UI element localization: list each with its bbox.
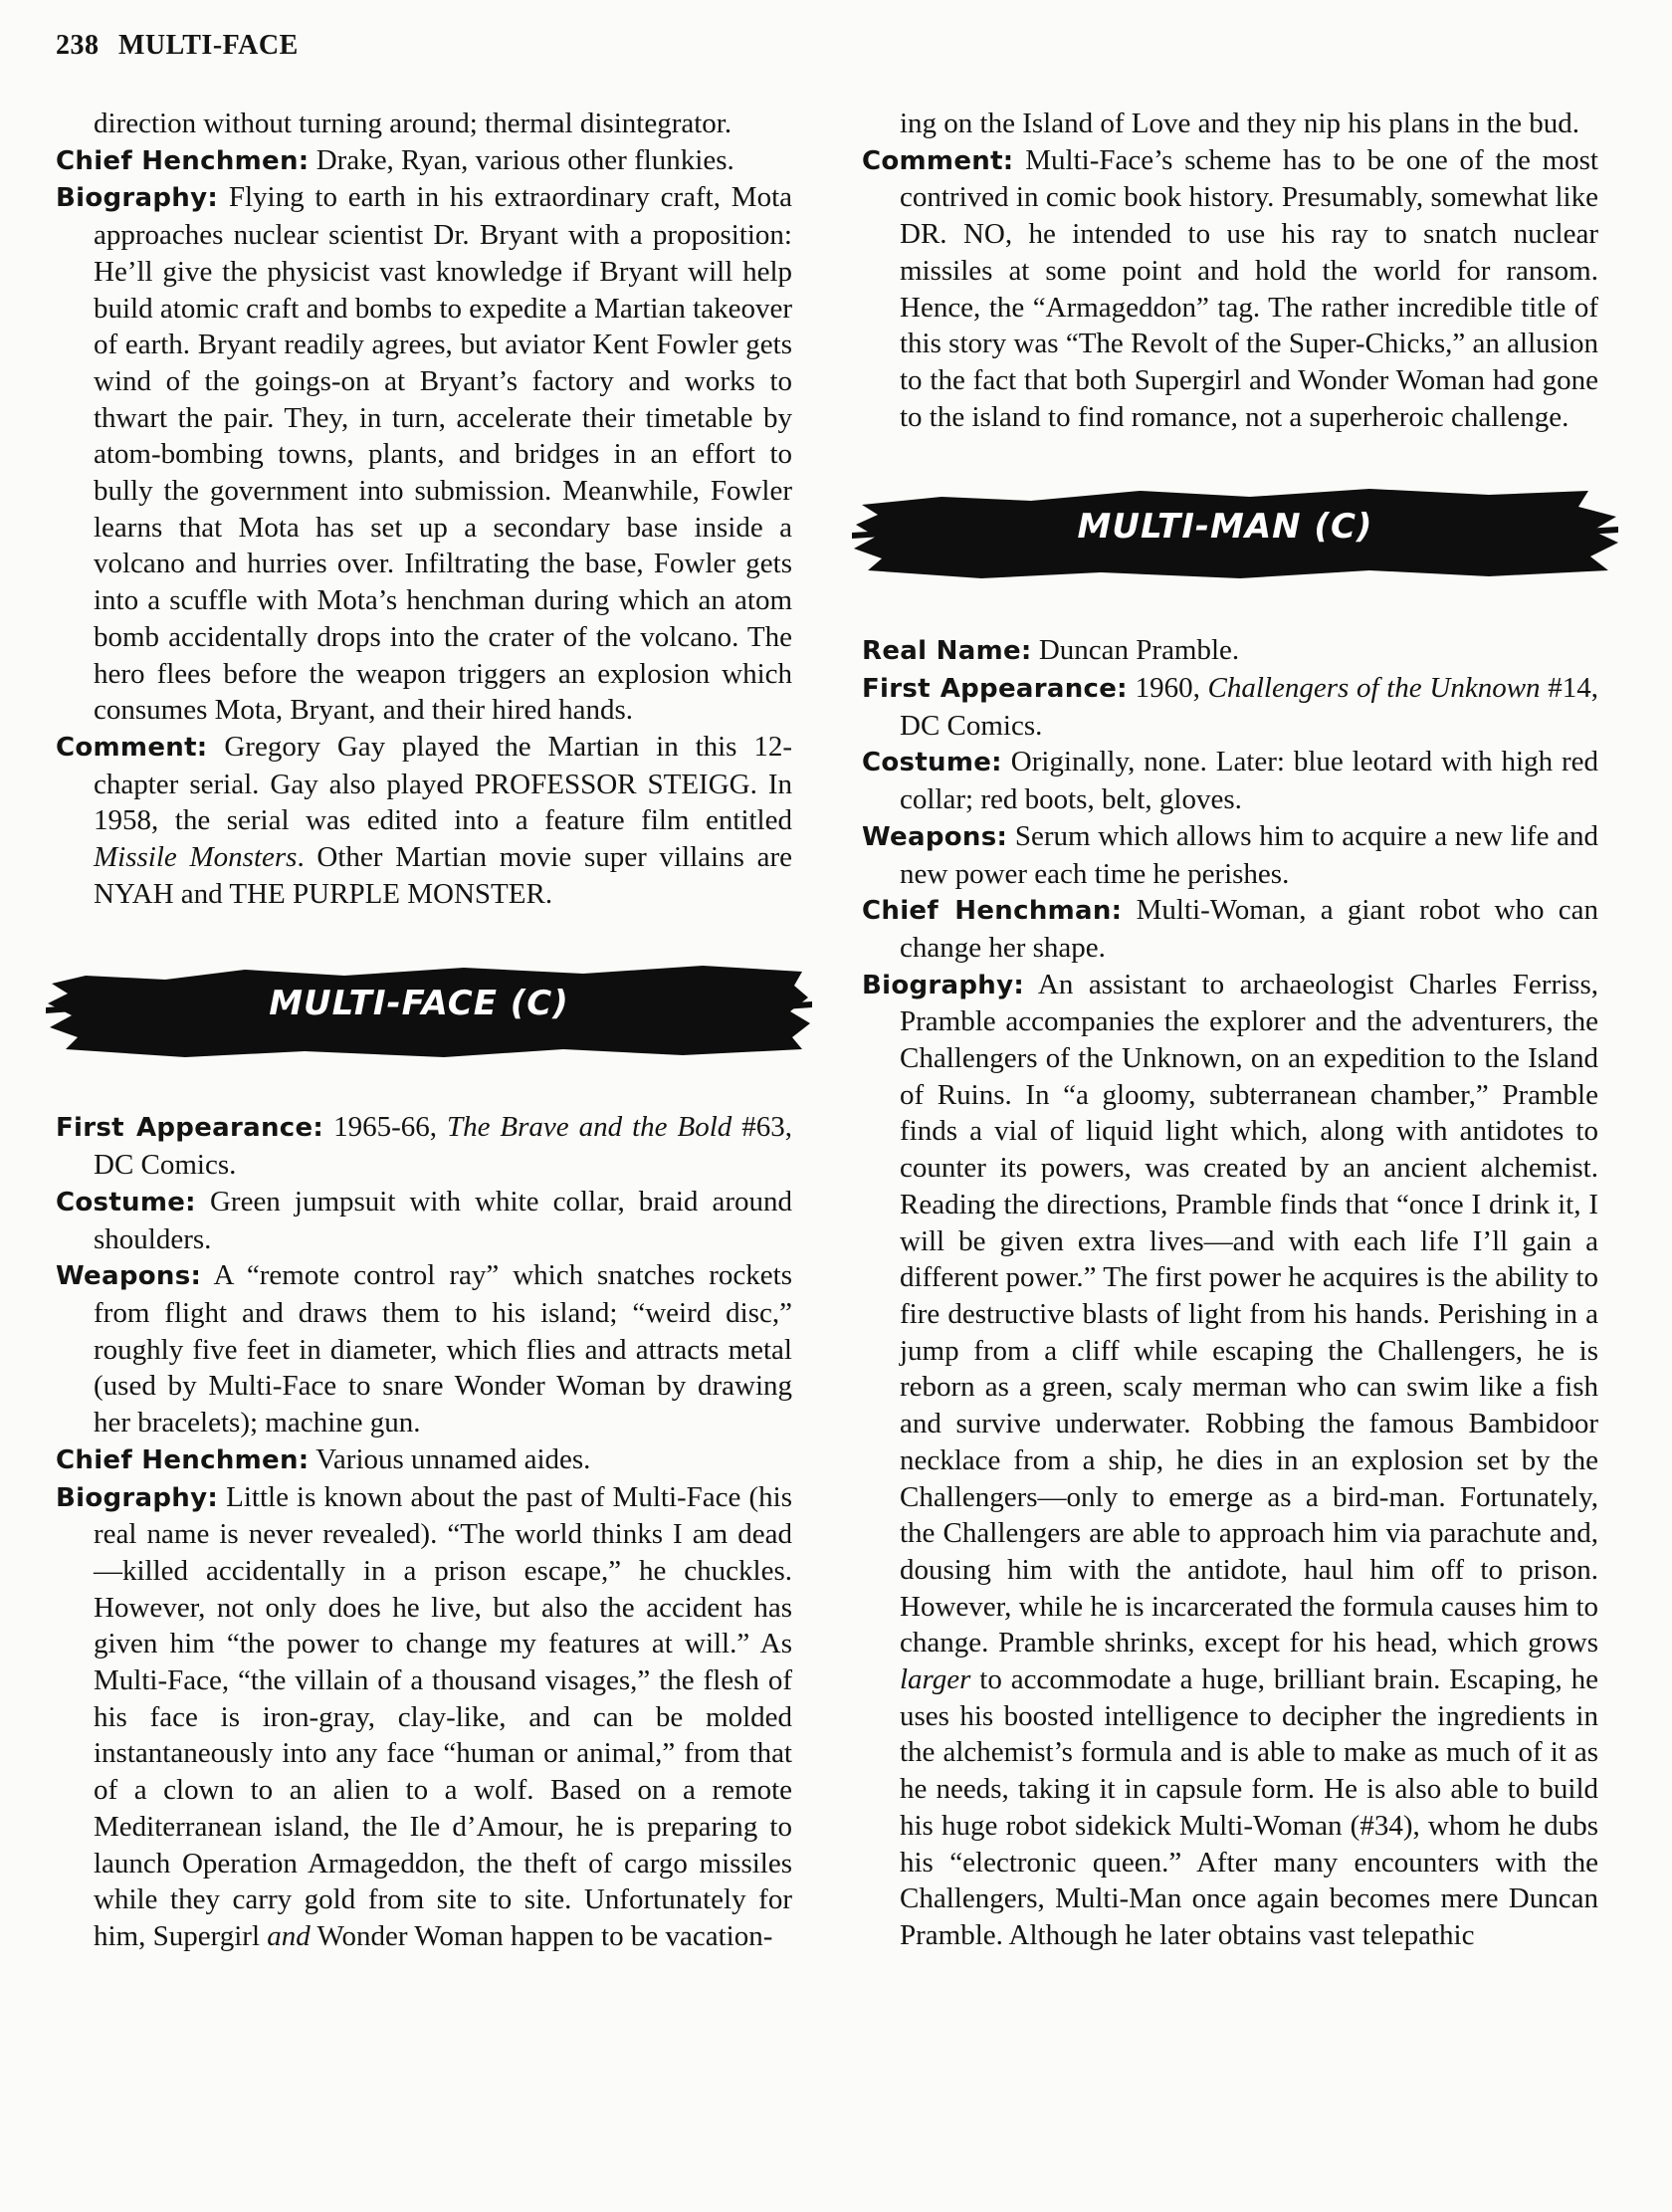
section-title: MULTI-MAN (C): [1077, 507, 1373, 548]
entry-label: Biography:: [56, 1482, 219, 1513]
weapons-entry: [862, 818, 1598, 892]
right-column: [862, 106, 1598, 1954]
multi-man-banner: [852, 487, 1598, 582]
continued-text: direction without turning around; thermal disintegrator.: [94, 108, 732, 139]
entry-label: Costume:: [862, 748, 1002, 778]
entry-text: to accommodate a huge, brilliant brain. Escaping, he uses his boosted intelligence to decipher the ingredients in the alchemist’s formula and is able to make as much of it as he needs, taking it in capsule form. He is also able to build his huge robot sidekick Multi-Woman (#34), whom he dubs his “electronic queen.” After many encounters with the Challengers, Multi-Man once again becomes mere Duncan Pramble. Although he later obtains vast telepathic: [900, 1663, 1598, 1951]
entry-text: #14, DC Comics.: [900, 672, 1598, 742]
henchmen-entry: [56, 1441, 792, 1479]
entry-label: Biography:: [56, 183, 219, 214]
entry-text: Gregory Gay played the Martian in this 12-chapter serial. Gay also played PROFESSOR STEIGG. In 1958, the serial was edited into a feature film entitled: [94, 730, 792, 837]
biography-entry: [56, 1479, 792, 1955]
real-name-entry: [862, 632, 1598, 670]
entry-label: Real Name:: [862, 636, 1032, 667]
entry-text: A “remote control ray” which snatches rockets from flight and draws them to his island; “weird disc,” roughly five feet in diameter, which flies and attracts metal (used by Multi-Face to snare Wonder Woman by drawing her bracelets); machine gun.: [94, 1259, 792, 1439]
entry-italic: larger: [900, 1663, 971, 1696]
section-title: MULTI-FACE (C): [269, 984, 569, 1024]
entry-text: Flying to earth in his extraordinary craft, Mota approaches nuclear scientist Dr. Bryant with a proposition: He’ll give the physicist vast knowledge if Bryant will help build atomic craft and bombs to expedite a Martian takeover of earth. Bryant readily agrees, but aviator Kent Fowler gets wind of the goings-on at Bryant’s factory and works to thwart the pair. They, in turn, accelerate their timetable by atom-bombing towns, plants, and bridges in an effort to bully the government into submission. Meanwhile, Fowler learns that Mota has set up a secondary base inside a volcano and hurries over. Infiltrating the base, Fowler gets into a scuffle with Mota’s henchman during which an atom bomb accidentally drops into the crater of the volcano. The hero flees before the weapon triggers an explosion which consumes Mota, Bryant, and their hired hands.: [94, 181, 792, 727]
first-appearance-entry: [56, 1109, 792, 1183]
entry-italic: Missile Monsters: [94, 841, 298, 874]
entry-text: Serum which allows him to acquire a new life and new power each time he perishes.: [900, 819, 1598, 890]
entry-label: Costume:: [56, 1187, 196, 1217]
left-column: [56, 106, 792, 1955]
entry-italic: Challengers of the Unknown: [1207, 672, 1541, 705]
entry-label: Chief Henchman:: [862, 896, 1123, 927]
biography-entry: [862, 967, 1598, 1954]
entry-text: Duncan Pramble.: [1031, 634, 1240, 667]
entry-label: First Appearance:: [56, 1113, 324, 1144]
entry-label: Comment:: [862, 145, 1014, 176]
entry-text: Various unnamed aides.: [309, 1442, 591, 1475]
entry-label: Biography:: [862, 970, 1025, 1000]
entry-text: Multi-Woman, a giant robot who can change her shape.: [900, 894, 1598, 964]
entry-text: #63, DC Comics.: [94, 1111, 792, 1182]
running-head: [56, 30, 299, 62]
entry-text: Originally, none. Later: blue leotard with high red collar; red boots, belt, gloves.: [900, 746, 1598, 816]
henchman-entry: [862, 892, 1598, 966]
entry-label: Weapons:: [862, 821, 1008, 852]
entry-text: Green jumpsuit with white collar, braid around shoulders.: [94, 1185, 792, 1255]
first-appearance-entry: [862, 670, 1598, 744]
entry-label: Weapons:: [56, 1261, 202, 1292]
entry-text: Drake, Ryan, various other flunkies.: [309, 143, 734, 176]
continued-text: ing on the Island of Love and they nip his plans in the bud.: [900, 108, 1580, 139]
entry-text: An assistant to archaeologist Charles Ferriss, Pramble accompanies the explorer and the adventurers, the Challengers of the Unknown, on an expedition to the Island of Ruins. In “a gloomy, subterranean chamber,” Pramble finds a vial of liquid light which, along with antidotes to counter its powers, was created by an ancient alchemist. Reading the directions, Pramble finds that “once I drink it, I will be given extra lives—and with each life I’ll gain a different power.” The first power he acquires is the ability to fire destructive blasts of light from his hands. Perishing in a jump from a cliff while escaping the Challengers, he is reborn as a green, scaly merman who can swim like a fish and survive underwater. Robbing the famous Bambidoor necklace from a ship, he dies in an explosion set by the Challengers—only to emerge as a bird-man. Fortunately, the Challengers are able to approach him via parachute and, dousing him with the antidote, haul him off to prison. However, while he is incarcerated the formula causes him to change. Pramble shrinks, except for his head, which grows: [900, 968, 1598, 1659]
comment-entry: [862, 142, 1598, 436]
page-header-title: MULTI-FACE: [118, 30, 299, 61]
weapons-entry: [56, 1257, 792, 1441]
mota-comment-entry: [56, 729, 792, 913]
entry-label: Chief Henchmen:: [56, 145, 310, 176]
costume-entry: [862, 744, 1598, 817]
entry-italic: and: [267, 1919, 311, 1952]
entry-text: Little is known about the past of Multi-Face (his real name is never revealed). “The world thinks I am dead—killed accidentally in a prison escape,” he chuckles. However, not only does he live, but also the accident has given him “the power to change my features at will.” As Multi-Face, “the villain of a thousand visages,” the flesh of his face is iron-gray, clay-like, and can be molded instantaneously into any face “human or animal,” from that of a clown to an alien to a wolf. Based on a remote Mediterranean island, the Ile d’Amour, he is preparing to launch Operation Armageddon, the theft of cargo missiles while they carry gold from site to site. Unfortunately for him, Supergirl: [94, 1480, 792, 1952]
page-number: 238: [56, 30, 100, 61]
entry-text: . Other Martian movie super villains are NYAH and THE PURPLE MONSTER.: [94, 841, 792, 910]
entry-label: Chief Henchmen:: [56, 1444, 310, 1475]
entry-text: 1965-66,: [323, 1111, 447, 1144]
entry-text: 1960,: [1127, 672, 1208, 705]
entry-italic: The Brave and the Bold: [446, 1111, 732, 1144]
entry-text: Wonder Woman happen to be vacation-: [310, 1919, 773, 1952]
entry-text: Multi-Face’s scheme has to be one of the most contrived in comic book history. Presumably, somewhat like DR. NO, he intended to use his ray to snatch nuclear missiles at some point and hold the world for ransom. Hence, the “Armageddon” tag. The rather incredible title of this story was “The Revolt of the Super-Chicks,” an allusion to the fact that both Supergirl and Wonder Woman had gone to the island to find romance, not a superheroic challenge.: [900, 143, 1598, 433]
mota-henchmen-entry: [56, 142, 792, 180]
multi-face-banner: [46, 964, 792, 1059]
costume-entry: [56, 1184, 792, 1257]
entry-label: First Appearance:: [862, 674, 1128, 705]
mota-biography-entry: [56, 179, 792, 729]
entry-label: Comment:: [56, 732, 208, 763]
